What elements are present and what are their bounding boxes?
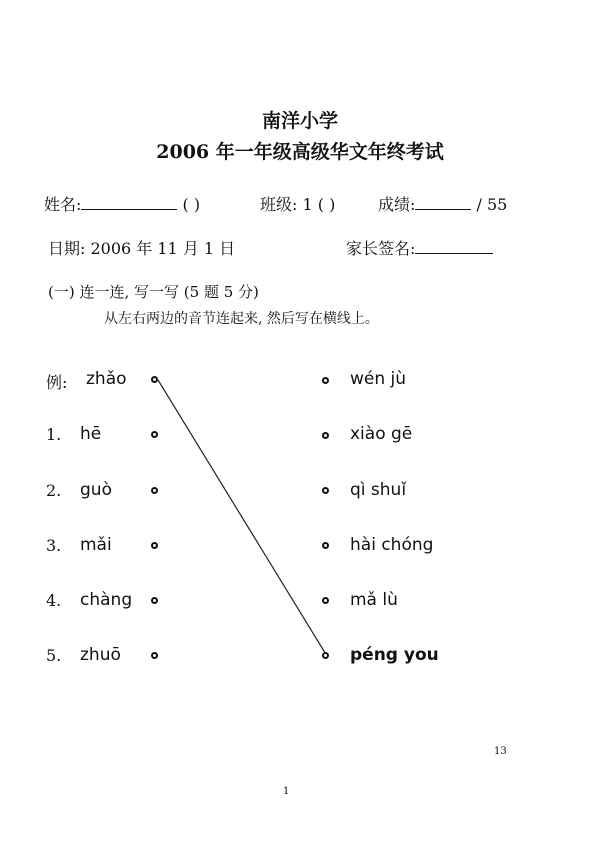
right-dot-5[interactable] bbox=[322, 597, 329, 604]
left-pinyin-3: mǎi bbox=[80, 535, 112, 555]
name-paren: ( ) bbox=[182, 195, 201, 214]
left-pinyin-4: chàng bbox=[80, 590, 133, 610]
right-pinyin-4: hài chóng bbox=[350, 535, 434, 555]
left-dot-2[interactable] bbox=[151, 487, 158, 494]
left-pinyin-example: zhǎo bbox=[86, 369, 127, 389]
school-name: 南洋小学 bbox=[261, 110, 338, 132]
right-pinyin-2: xiào gē bbox=[350, 424, 413, 444]
class-label: 班级: 1 ( ) bbox=[260, 195, 336, 214]
right-pinyin-1: wén jù bbox=[350, 369, 407, 389]
right-dot-6[interactable] bbox=[322, 652, 329, 659]
left-dot-4[interactable] bbox=[151, 597, 158, 604]
example-label: 例: bbox=[46, 373, 68, 392]
right-pinyin-6: péng you bbox=[350, 645, 439, 665]
left-number-2: 2. bbox=[46, 481, 62, 500]
right-dot-4[interactable] bbox=[322, 542, 329, 549]
left-number-4: 4. bbox=[46, 591, 62, 610]
left-dot-3[interactable] bbox=[151, 542, 158, 549]
score-label: 成绩: bbox=[378, 195, 416, 214]
score-total: / 55 bbox=[476, 195, 508, 214]
date-label: 日期: 2006 年 11 月 1 日 bbox=[48, 239, 236, 258]
right-dot-3[interactable] bbox=[322, 487, 329, 494]
section-instruction: 从左右两边的音节连起来, 然后写在横线上。 bbox=[104, 311, 379, 327]
example-connection-line bbox=[158, 380, 327, 656]
left-number-5: 5. bbox=[46, 646, 62, 665]
name-label: 姓名: bbox=[44, 195, 82, 214]
right-pinyin-3: qì shuǐ bbox=[350, 480, 407, 500]
left-number-3: 3. bbox=[46, 536, 62, 555]
section-title: (一) 连一连, 写一写 (5 题 5 分) bbox=[48, 283, 259, 301]
parent-sign-label: 家长签名: bbox=[346, 239, 416, 258]
corner-mark: 13 bbox=[494, 746, 507, 757]
exam-title: 2006 年一年级高级华文年终考试 bbox=[156, 141, 444, 163]
left-number-1: 1. bbox=[46, 425, 62, 444]
left-pinyin-1: hē bbox=[80, 424, 102, 444]
right-dot-1[interactable] bbox=[322, 377, 329, 384]
left-dot-5[interactable] bbox=[151, 652, 158, 659]
left-pinyin-2: guò bbox=[80, 480, 112, 500]
right-pinyin-5: mǎ lù bbox=[350, 590, 398, 610]
left-pinyin-5: zhuō bbox=[80, 645, 121, 665]
page-number: 1 bbox=[283, 786, 290, 797]
left-dot-example[interactable] bbox=[151, 376, 158, 383]
right-dot-2[interactable] bbox=[322, 432, 329, 439]
left-dot-1[interactable] bbox=[151, 431, 158, 438]
